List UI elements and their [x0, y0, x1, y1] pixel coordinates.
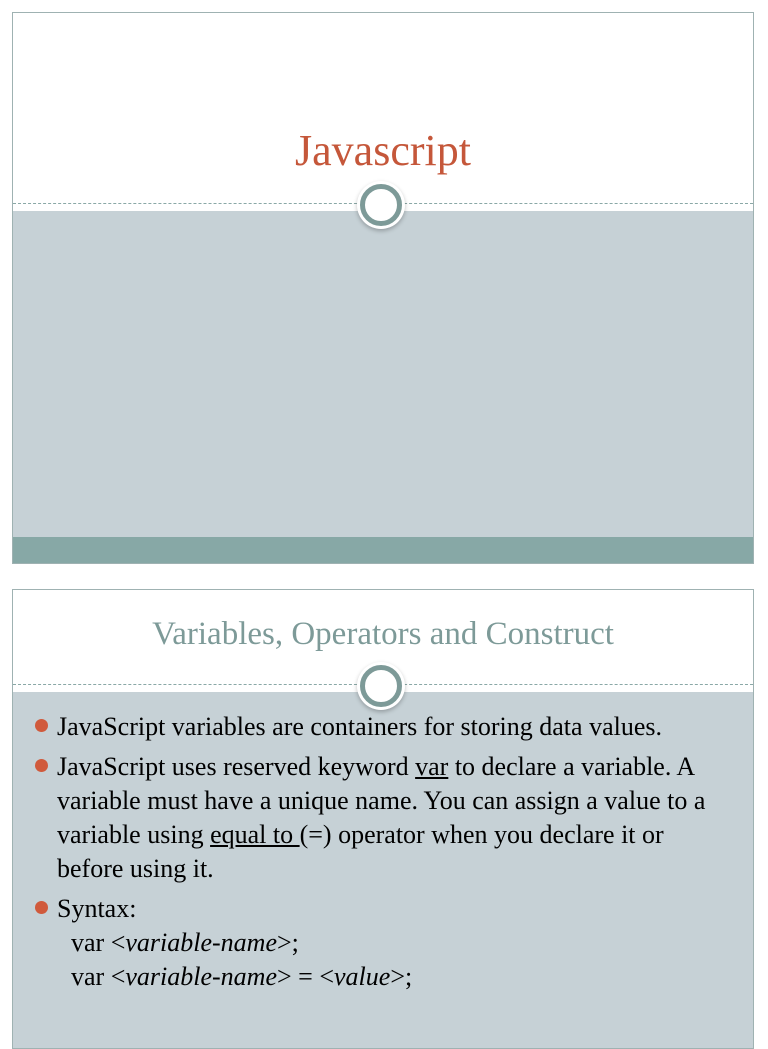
syntax-placeholder: variable-name [125, 962, 277, 991]
title-slide [12, 12, 754, 564]
bullet-dot-icon [35, 759, 48, 772]
slide-title: Javascript [295, 126, 471, 175]
bullet-list [35, 710, 735, 1000]
operator-name: equal to [210, 820, 300, 849]
syntax-text: > = < [277, 962, 334, 991]
syntax-line [57, 926, 735, 960]
content-area [13, 211, 753, 537]
syntax-text: >; [277, 928, 299, 957]
syntax-text: var < [71, 928, 126, 957]
bullet-text-part: JavaScript uses reserved keyword [57, 752, 416, 781]
syntax-text: >; [390, 962, 413, 991]
syntax-placeholder: variable-name [125, 928, 277, 957]
syntax-placeholder: value [334, 962, 391, 991]
bullet-text-part: (=) operator when you declare it or before using it. [57, 820, 664, 883]
footer-bar [13, 537, 753, 564]
slide-title: Variables, Operators and Construct [152, 616, 614, 652]
bullet-item [35, 892, 735, 994]
bullet-dot-icon [35, 719, 48, 732]
title-area [13, 13, 753, 203]
syntax-line [57, 960, 735, 994]
content-slide [12, 589, 754, 1049]
bullet-text-part: to declare a variable. A variable must have a unique name. You can assign a value to a variable using [57, 752, 706, 849]
bullet-text: Syntax: [57, 894, 137, 923]
bullet-text: JavaScript variables are containers for storing data values. [57, 712, 662, 741]
syntax-text: var < [71, 962, 126, 991]
ring-ornament-icon [360, 184, 402, 226]
bullet-item [35, 710, 735, 744]
bullet-dot-icon [35, 901, 48, 914]
bullet-item [35, 750, 735, 886]
ring-ornament-icon [360, 665, 402, 707]
keyword-var: var [415, 752, 449, 781]
